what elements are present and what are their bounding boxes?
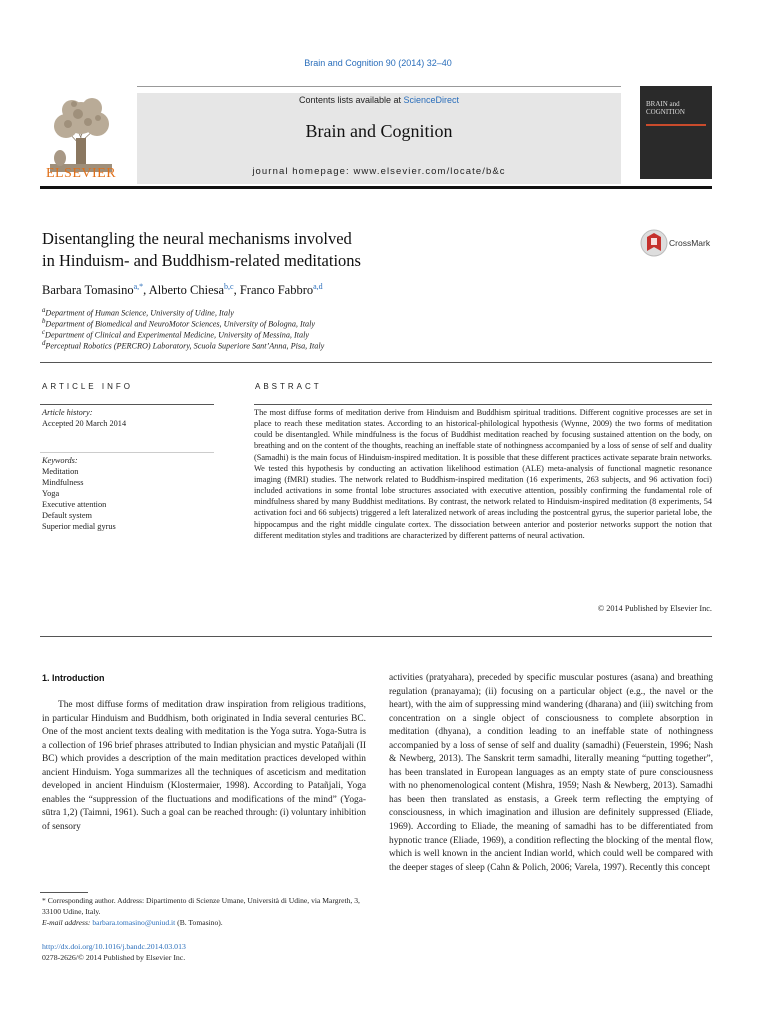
issn-line: 0278-2626/© 2014 Published by Elsevier Inc. [42, 953, 186, 962]
abstract-text: The most diffuse forms of meditation derive from Hinduism and Buddhism spiritual traditions. Different cognitive processes are set in place to reach these meditation states. According to an historical-philological hypothesis (Wynne, 2009) the two forms of meditation could be disentangled. While mindfulness is the focus of Buddhist meditation reached by focusing sustained attention on the body, on breathing and on the content of the thoughts, reaching an ineffable state of nothingness accompanied by a loss of sense of self and duality (Samadhi) is the main focus of Hinduism-inspired meditation. It is possible that these different practices activate separate brain networks. We tested this hypothesis by conducting an activation likelihood estimation (ALE) meta-analysis of functional magnetic resonance imaging (fMRI) studies. The network related to Buddhism-inspired meditation (16 experiments, 263 subjects, and 96 activation foci) included activations in some frontal lobe structures associated with executive attention, possibly confirming the fundamental role of mindfulness shared by many Buddhist meditations. By contrast, the network related to Hinduism-inspired meditation (8 experiments, 54 activation foci and 66 subjects) triggered a left lateralized network of areas including the postcentral gyrus, the superior parietal lobe, the hippocampus and the right middle cingulate cortex. The dissociation between anterior and posterior networks support the notion that different meditation styles and traditions are characterized by different patterns of neural activation. [254, 408, 712, 540]
section-heading-introduction: 1. Introduction [42, 673, 105, 683]
body-rule [40, 636, 712, 637]
keywords-label: Keywords: [42, 456, 78, 465]
journal-citation[interactable]: Brain and Cognition 90 (2014) 32–40 [304, 58, 452, 68]
keyword-item: Meditation [42, 467, 79, 476]
history-value: Accepted 20 March 2014 [42, 419, 127, 428]
email-line [42, 917, 366, 928]
history-label: Article history: [42, 408, 93, 417]
keyword-item: Default system [42, 511, 93, 520]
cover-title [646, 100, 708, 116]
affiliation-text: Perceptual Robotics (PERCRO) Laboratory, Scuola Superiore Sant’Anna, Pisa, Italy [45, 341, 325, 351]
affiliation-key: b [42, 318, 46, 325]
article-info-rule [40, 404, 214, 405]
contents-line [137, 95, 621, 105]
keyword-item: Mindfulness [42, 478, 84, 487]
doi-block [42, 941, 186, 963]
email-suffix: (B. Tomasino). [175, 918, 223, 927]
footnote-rule [40, 892, 88, 893]
author-list [42, 282, 323, 298]
affiliation-key: c [42, 329, 46, 336]
keyword-item: Superior medial gyrus [42, 522, 116, 531]
keywords-rule [40, 452, 214, 453]
article-history [42, 407, 214, 429]
doi-link[interactable]: http://dx.doi.org/10.1016/j.bandc.2014.03.013 [42, 942, 186, 951]
body-column-right: activities (pratyahara), preceded by specific muscular postures (asana) and breathing regulation (pranayama); (ii) focusing on a particular object (e.g., the navel or the heart), with the aim of suppressing mind wandering (dharana) and (iii) switching from concentration on a single object of consciousness to complete absorption in meditation (dhyana), a condition leading to an ineffable state of nothingness accompanied by a loss of sense of self and duality (samadhi) (Feuerstein, 1996; Nash & Newberg, 2013). The Sanskrit term samadhi, literally meaning “putting together”, has been translated in European languages as an empty state of pure consciousness with no phenomenological content (Mishra, 1959; Nash & Newberg, 2013). Samadhi has been then translated as enstasis, a Greek term reflecting the emptying of consciousness, in which imagination and illusion are definitely suppressed (Eliade, 1969). According to Eliade, the meaning of samadhi has to be differentiated from hypnotic trance (Eliade, 1969), a condition reflecting the blocking of the mental flow, which is well known in the ancient Indian world, which could well be compared with the deeper stages of sleep (Cahn & Polich, 2006; Varela, 1997). Recently this concept [389, 673, 713, 873]
affiliation-item [42, 307, 234, 318]
affiliation-key: a [42, 307, 46, 314]
cover-line-1: BRAIN and [646, 100, 680, 108]
author-affiliation-marker[interactable]: a,d [313, 282, 323, 291]
title-line-2: in Hinduism- and Buddhism-related meditations [42, 251, 361, 270]
article-title [42, 228, 562, 272]
body-column-left: The most diffuse forms of meditation draw inspiration from religious traditions, in particular Hinduism and Buddhism, both originated in India several centuries BC. One of the most ancient texts dealing with meditation is the Yoga sutra. Yoga-Sutra is a collection of 196 brief phrases attributed to Indian physician and mystic Patañjali (II BC) which provides a description of the main meditation practices developed within ancient Hinduism. Yoga summarizes all the techniques of asceticism and meditation developed in ancient Hinduism (Klostermaier, 1998). According to Patañjali, Yoga enables the “suppression of the fluctuations and modifications of the mind” (Yoga-sūtra 1,2) (Taimni, 1961). Such a goal can be reached through: (i) voluntary inhibition of sensory [42, 700, 366, 832]
keyword-item: Executive attention [42, 500, 107, 509]
author-affiliation-marker[interactable]: a,* [133, 282, 144, 291]
publisher-wordmark: ELSEVIER [45, 166, 117, 181]
footnote [42, 895, 366, 928]
contents-prefix: Contents lists available at [298, 95, 404, 105]
homepage-prefix: journal homepage: [252, 166, 354, 177]
affiliation-rule [40, 362, 712, 363]
abstract-copyright: © 2014 Published by Elsevier Inc. [597, 604, 712, 613]
journal-name: Brain and Cognition [305, 121, 453, 141]
affiliation-text: Department of Clinical and Experimental Medicine, University of Messina, Italy [45, 330, 310, 340]
abstract-rule [254, 404, 712, 405]
header-rule-top [137, 86, 621, 87]
keyword-item: Yoga [42, 489, 60, 498]
homepage-link[interactable]: www.elsevier.com/locate/b&c [353, 166, 506, 177]
affiliation-key: d [42, 340, 46, 347]
title-line-1: Disentangling the neural mechanisms involved [42, 229, 352, 248]
keywords-block [42, 455, 214, 532]
affiliation-text: Department of Biomedical and NeuroMotor Sciences, University of Bologna, Italy [45, 319, 316, 329]
author-name: Alberto Chiesa [148, 283, 225, 298]
crossmark-label[interactable]: CrossMark [669, 238, 711, 248]
affiliation-item [42, 340, 324, 351]
header-rule-bottom [40, 186, 712, 189]
affiliation-text: Department of Human Science, University of Udine, Italy [45, 308, 234, 318]
affiliation-item [42, 318, 315, 329]
author-separator: , [233, 283, 240, 298]
author-affiliation-marker[interactable]: b,c [224, 282, 234, 291]
author-name: Franco Fabbro [239, 283, 314, 298]
homepage-line [137, 166, 621, 177]
cover-accent-band [646, 124, 706, 126]
article-info-heading: ARTICLE INFO [42, 382, 133, 391]
cover-line-2: COGNITION [646, 108, 685, 116]
email-label: E-mail address: [42, 918, 93, 927]
sciencedirect-link[interactable]: ScienceDirect [403, 95, 460, 105]
abstract-heading: ABSTRACT [255, 382, 322, 391]
corresponding-author-note: * Corresponding author. Address: Dipartimento di Scienze Umane, Università di Udine, via Margreth, 3, 33100 Udine, Italy. [42, 896, 360, 916]
author-name: Barbara Tomasino [42, 283, 134, 298]
crossmark-icon[interactable] [640, 229, 668, 257]
author-separator: , [143, 283, 149, 298]
email-link[interactable]: barbara.tomasino@uniud.it [92, 918, 176, 927]
affiliation-item [42, 329, 309, 340]
